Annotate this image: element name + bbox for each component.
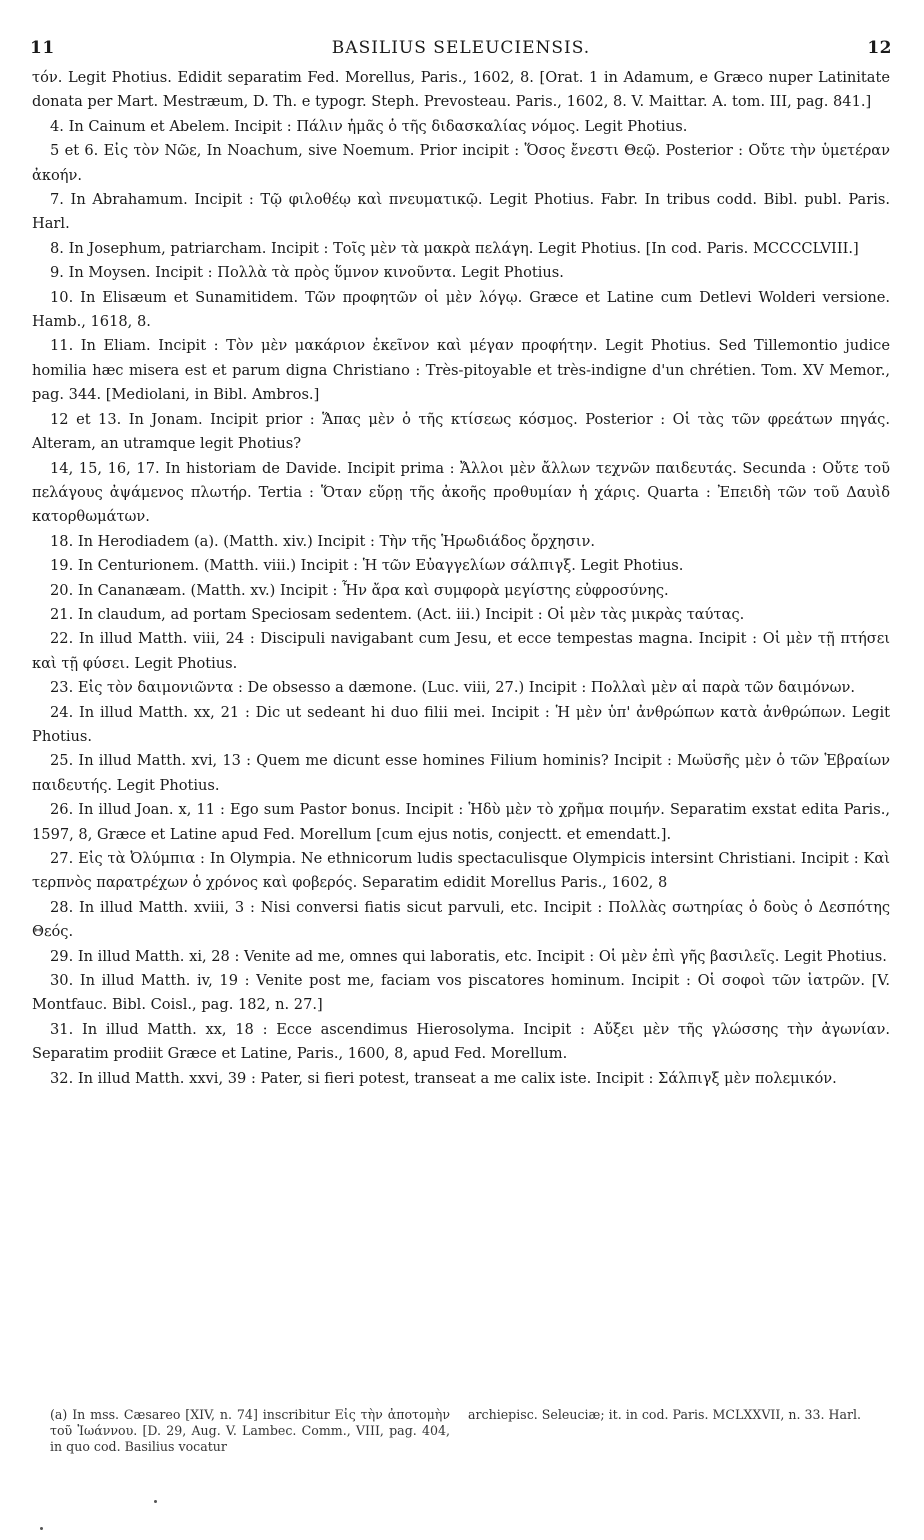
entry-14-17: 14, 15, 16, 17. In historiam de Davide. Incipit prima : Ἄλλοι μὲν ἄλλων τεχνῶν παιδευτάς. Secunda : Οὔτε τοῦ πελάγους ἀψάμενος πλωτήρ. Tertia : Ὅταν εὕρῃ τῆς ἀκοῆς προθυμίαν ἡ χάρις. Quarta : Ἐπειδὴ τῶν τοῦ Δαυὶδ κατορθωμάτων. — [32, 459, 890, 526]
entry-32: 32. In illud Matth. xxvi, 39 : Pater, si fieri potest, transeat a me calix iste. Incipit : Σάλπιγξ μὲν πολεμικόν. — [50, 1069, 837, 1087]
footnote-column-left — [50, 1407, 450, 1455]
entry-10: 10. In Elisæum et Sunamitidem. Τῶν προφητῶν οἱ μὲν λόγῳ. Græce et Latine cum Detlevi Wolderi versione. Hamb., 1618, 8. — [32, 288, 890, 331]
entry-5-6: 5 et 6. Εἰς τὸν Νῶε, In Noachum, sive Noemum. Prior incipit : Ὅσος ἔνεστι Θεῷ. Posterior : Οὔτε τὴν ὑμετέραν ἀκοήν. — [32, 142, 890, 184]
entry-28: 28. In illud Matth. xviii, 3 : Nisi conversi fiatis sicut parvuli, etc. Incipit : Πολλὰς σωτηρίας ὁ δοὺς ὁ Δεσπότης Θεός. — [32, 898, 890, 941]
entry-29: 29. In illud Matth. xi, 28 : Venite ad me, omnes qui laboratis, etc. Incipit : Οἱ μὲν ἐπὶ γῆς βασιλεῖς. Legit Photius. — [50, 947, 887, 965]
body-text — [32, 66, 890, 1091]
entry-31: 31. In illud Matth. xx, 18 : Ecce ascendimus Hierosolyma. Incipit : Αὔξει μὲν τῆς γλώσσης τὴν ἀγωνίαν. Separatim prodiit Græce et Latine, Paris., 1600, 8, apud Fed. Morellum. — [32, 1020, 890, 1063]
entry-19: 19. In Centurionem. (Matth. viii.) Incipit : Ἡ τῶν Εὐαγγελίων σάλπιγξ. Legit Photius. — [50, 557, 684, 575]
entry-21: 21. In claudum, ad portam Speciosam sedentem. (Act. iii.) Incipit : Οἱ μὲν τὰς μικρὰς ταύτας. — [50, 605, 745, 623]
entry-24: 24. In illud Matth. xx, 21 : Dic ut sedeant hi duo filii mei. Incipit : Ἡ μὲν ὑπ' ἀνθρώπων κατὰ ἀνθρώπων. Legit Photius. — [32, 703, 890, 745]
entry-26: 26. In illud Joan. x, 11 : Ego sum Pastor bonus. Incipit : Ἡδὺ μὲν τὸ χρῆμα ποιμήν. Separatim exstat edita Paris., 1597, 8, Græce et Latine apud Fed. Morellum [cum ejus notis, conjectt. et emendatt.]. — [32, 801, 890, 843]
entry-9: 9. In Moysen. Incipit : Πολλὰ τὰ πρὸς ὕμνον κινοῦντα. Legit Photius. — [50, 264, 564, 282]
page-header — [30, 38, 892, 64]
entry-continuation: τόν. Legit Photius. Edidit separatim Fed. Morellus, Paris., 1602, 8. [Orat. 1 in Adamum, e Græco nuper Latinitate donata per Mart. Mestræum, D. Th. e typogr. Steph. Prevosteau. Paris., 1602, 8. V. Maittar. A. tom. III, pag. 841.] — [32, 69, 890, 111]
entry-12-13: 12 et 13. In Jonam. Incipit prior : Ἅπας μὲν ὁ τῆς κτίσεως κόσμος. Posterior : Οἱ τὰς τῶν φρεάτων πηγάς. Alteram, an utramque legit Photius? — [32, 410, 890, 453]
footnote-a-continued: archiepisc. Seleuciæ; it. in cod. Paris. MCLXXVII, n. 33. Harl. — [468, 1407, 862, 1422]
entry-25: 25. In illud Matth. xvi, 13 : Quem me dicunt esse homines Filium hominis? Incipit : Μωϋσῆς μὲν ὁ τῶν Ἑβραίων παιδευτής. Legit Photius. — [32, 752, 890, 794]
entry-22: 22. In illud Matth. viii, 24 : Discipuli navigabant cum Jesu, et ecce tempestas magna. Incipit : Οἱ μὲν τῇ πτήσει καὶ τῇ φύσει. Legit Photius. — [32, 630, 890, 672]
entry-23: 23. Εἰς τὸν δαιμονιῶντα : De obsesso a dæmone. (Luc. viii, 27.) Incipit : Πολλαὶ μὲν αἱ παρὰ τῶν δαιμόνων. — [50, 679, 856, 697]
page-number-right: 12 — [867, 38, 892, 58]
print-speck — [154, 1500, 157, 1503]
page-number-left: 11 — [30, 38, 55, 58]
entry-7: 7. In Abrahamum. Incipit : Τῷ φιλοθέῳ καὶ πνευματικῷ. Legit Photius. Fabr. In tribus codd. Bibl. publ. Paris. Harl. — [32, 191, 890, 233]
running-title: BASILIUS SELEUCIENSIS. — [331, 38, 591, 58]
print-speck — [40, 1527, 43, 1530]
footnote-column-right — [468, 1407, 890, 1423]
entry-11: 11. In Eliam. Incipit : Τὸν μὲν μακάριον ἐκεῖνον καὶ μέγαν προφήτην. Legit Photius. Sed Tillemontio judice homilia hæc misera est et parum digna Christiano : Très-pitoyable et très-indigne d'un chrétien. Tom. XV Memor., pag. 344. [Mediolani, in Bibl. Ambros.] — [32, 337, 890, 404]
entry-30: 30. In illud Matth. iv, 19 : Venite post me, faciam vos piscatores hominum. Incipit : Οἱ σοφοὶ τῶν ἰατρῶν. [V. Montfauc. Bibl. Coisl., pag. 182, n. 27.] — [32, 972, 890, 1014]
entry-4: 4. In Cainum et Abelem. Incipit : Πάλιν ἡμᾶς ὁ τῆς διδασκαλίας νόμος. Legit Photius. — [50, 117, 688, 135]
entry-18: 18. In Herodiadem (a). (Matth. xiv.) Incipit : Τὴν τῆς Ἡρωδιάδος ὄρχησιν. — [50, 532, 595, 550]
entry-27: 27. Εἰς τὰ Ὀλύμπια : In Olympia. Ne ethnicorum ludis spectaculisque Olympicis intersint Christiani. Incipit : Καὶ τερπνὸς παρατρέχων ὁ χρόνος καὶ φοβερός. Separatim edidit Morellus Paris., 1602, 8 — [32, 850, 890, 892]
entry-8: 8. In Josephum, patriarcham. Incipit : Τοῖς μὲν τὰ μακρὰ πελάγη. Legit Photius. [In cod. Paris. MCCCCLVIII.] — [50, 239, 859, 257]
footnote-a: (a) In mss. Cæsareo [XIV, n. 74] inscribitur Εἰς τὴν ἀποτομὴν τοῦ Ἰωάννου. [D. 29, Aug. V. Lambec. Comm., VIII, pag. 404, in quo cod. Basilius vocatur — [50, 1407, 450, 1454]
entry-20: 20. In Cananæam. (Matth. xv.) Incipit : Ἦν ἄρα καὶ συμφορὰ μεγίστης εὐφροσύνης. — [50, 581, 669, 599]
